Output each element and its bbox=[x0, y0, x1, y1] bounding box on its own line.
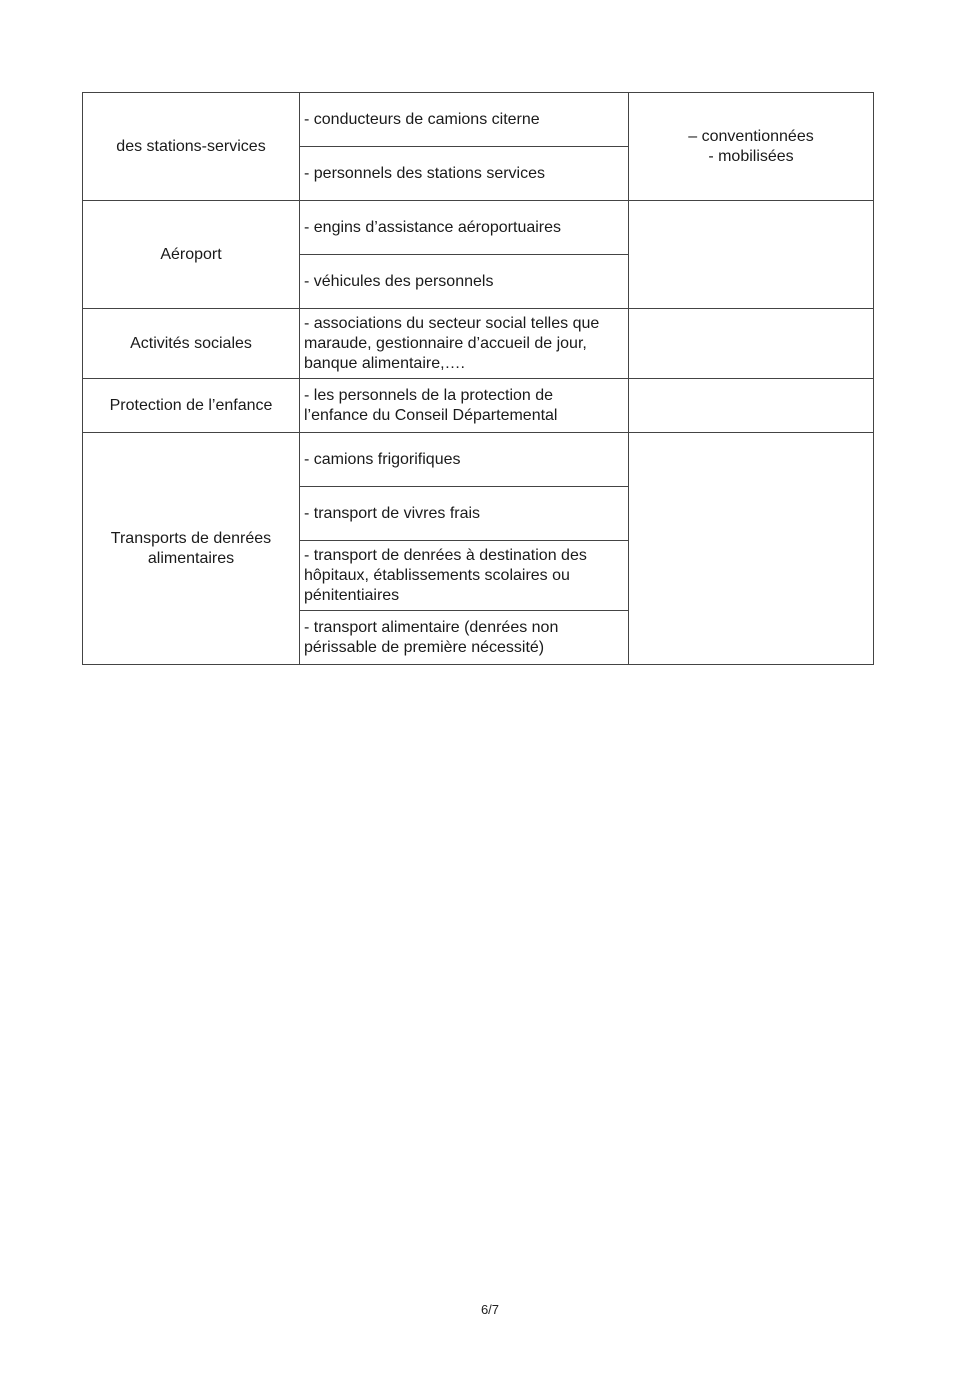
item-cell bbox=[300, 201, 629, 255]
item-text: - camions frigorifiques bbox=[304, 450, 461, 468]
table-row bbox=[83, 309, 874, 379]
item-text: - transport alimentaire (denrées non périssable de première nécessité) bbox=[304, 618, 559, 656]
item-cell bbox=[300, 255, 629, 309]
status-text: – conventionnées bbox=[688, 127, 814, 145]
item-text: - engins d’assistance aéroportuaires bbox=[304, 218, 562, 236]
item-cell bbox=[300, 433, 629, 487]
status-cell bbox=[629, 201, 874, 309]
sector-cell: Transports de denrées alimentaires bbox=[83, 433, 300, 665]
sector-cell: Aéroport bbox=[83, 201, 300, 309]
page-number: 6/7 bbox=[480, 1302, 500, 1317]
table-row bbox=[83, 379, 874, 433]
item-cell bbox=[300, 487, 629, 541]
status-text: - mobilisées bbox=[708, 147, 794, 165]
table-row bbox=[83, 433, 874, 487]
item-text: - transport de vivres frais bbox=[304, 504, 481, 522]
item-text: - associations du secteur social telles que maraude, gestionnaire d’accueil de jour, banque alimentaire,…. bbox=[304, 314, 600, 372]
item-text: - véhicules des personnels bbox=[304, 272, 494, 290]
status-cell bbox=[629, 433, 874, 665]
table-row bbox=[83, 93, 874, 147]
requisition-table bbox=[82, 92, 874, 665]
item-cell bbox=[300, 147, 629, 201]
status-cell bbox=[629, 379, 874, 433]
item-cell bbox=[300, 93, 629, 147]
item-cell bbox=[300, 379, 629, 433]
item-cell bbox=[300, 611, 629, 665]
sector-cell: Activités sociales bbox=[83, 309, 300, 379]
item-cell bbox=[300, 541, 629, 611]
item-cell bbox=[300, 309, 629, 379]
item-text: - les personnels de la protection de l’enfance du Conseil Départemental bbox=[304, 386, 558, 424]
sector-cell: des stations-services bbox=[83, 93, 300, 201]
sector-cell: Protection de l’enfance bbox=[83, 379, 300, 433]
status-cell bbox=[629, 309, 874, 379]
item-text: - conducteurs de camions citerne bbox=[304, 110, 540, 128]
status-cell bbox=[629, 93, 874, 201]
item-text: - personnels des stations services bbox=[304, 164, 545, 182]
item-text: - transport de denrées à destination des hôpitaux, établissements scolaires ou pénitentiaires bbox=[304, 546, 587, 604]
table-row bbox=[83, 201, 874, 255]
